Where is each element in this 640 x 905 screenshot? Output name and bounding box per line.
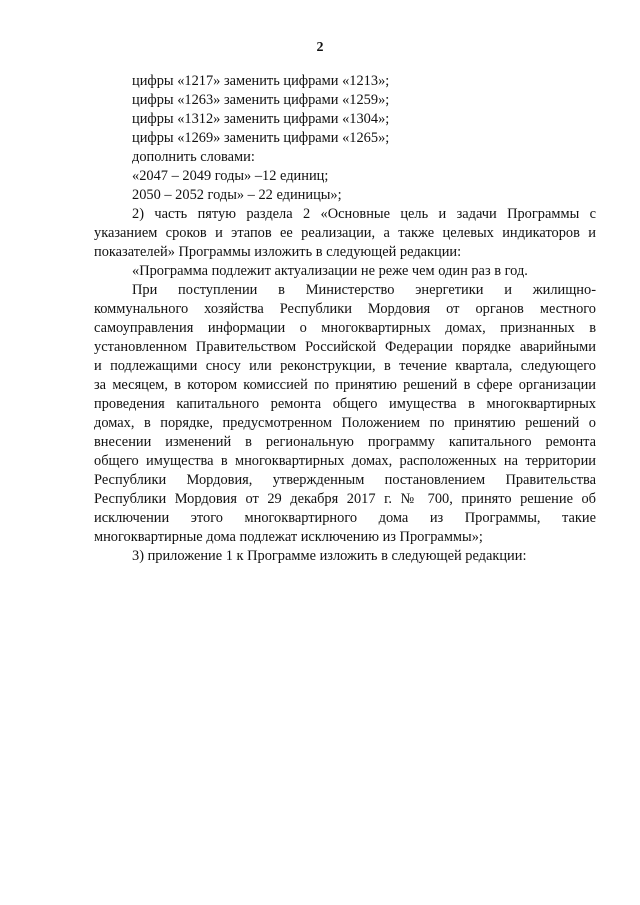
supplement-line: «2047 – 2049 годы» –12 единиц;: [132, 168, 329, 184]
quote-paragraph-line: При поступлении в Министерство энергетики и жилищно-: [132, 282, 596, 298]
supplement-line: 2050 – 2052 годы» – 22 единицы»;: [132, 187, 342, 203]
quote-paragraph-line: коммунального хозяйства Республики Мордовия от органов местного: [94, 301, 596, 317]
quote-paragraph-line: исключении этого многоквартирного дома из Программы, такие: [94, 510, 596, 526]
quote-paragraph-line: внесении изменений в региональную программу капитального ремонта: [94, 434, 596, 450]
item2-line: 2) часть пятую раздела 2 «Основные цель и задачи Программы с: [132, 206, 596, 222]
quote-paragraph-line: общего имущества в многоквартирных домах, расположенных на территории: [94, 453, 596, 469]
replacement-line: цифры «1269» заменить цифрами «1265»;: [132, 130, 390, 146]
document-body: [94, 72, 596, 566]
replacement-line: цифры «1263» заменить цифрами «1259»;: [132, 92, 390, 108]
replacement-line: цифры «1312» заменить цифрами «1304»;: [132, 111, 390, 127]
quote-paragraph-line: Республики Мордовия, утвержденным постановлением Правительства: [94, 472, 596, 488]
quote-paragraph-line: и подлежащими сносу или реконструкции, в течение квартала, следующего: [94, 358, 596, 374]
quote-paragraph-line: самоуправления информации о многоквартирных домах, признанных в: [94, 320, 596, 336]
replacement-line: цифры «1217» заменить цифрами «1213»;: [132, 73, 390, 89]
quote-first-line: «Программа подлежит актуализации не реже чем один раз в год.: [132, 263, 528, 279]
item2-line: указанием сроков и этапов ее реализации, а также целевых индикаторов и: [94, 225, 596, 241]
quote-paragraph-line: многоквартирные дома подлежат исключению из Программы»;: [94, 529, 483, 545]
quote-paragraph-line: проведения капитального ремонта общего имущества в многоквартирных: [94, 396, 596, 412]
page-number: 2: [316, 40, 324, 55]
quote-paragraph-line: за месяцем, в котором комиссией по принятию решений в сфере организации: [94, 377, 596, 393]
quote-paragraph-line: домах, в порядке, предусмотренном Положением по принятию решений о: [94, 415, 596, 431]
item3-line: 3) приложение 1 к Программе изложить в следующей редакции:: [132, 548, 527, 564]
supplement-intro: дополнить словами:: [132, 149, 255, 165]
quote-paragraph-line: Республики Мордовия от 29 декабря 2017 г. № 700, принято решение об: [94, 491, 596, 507]
quote-paragraph-line: установленном Правительством Российской Федерации порядке аварийными: [94, 339, 596, 355]
item2-line: показателей» Программы изложить в следующей редакции:: [94, 244, 462, 260]
